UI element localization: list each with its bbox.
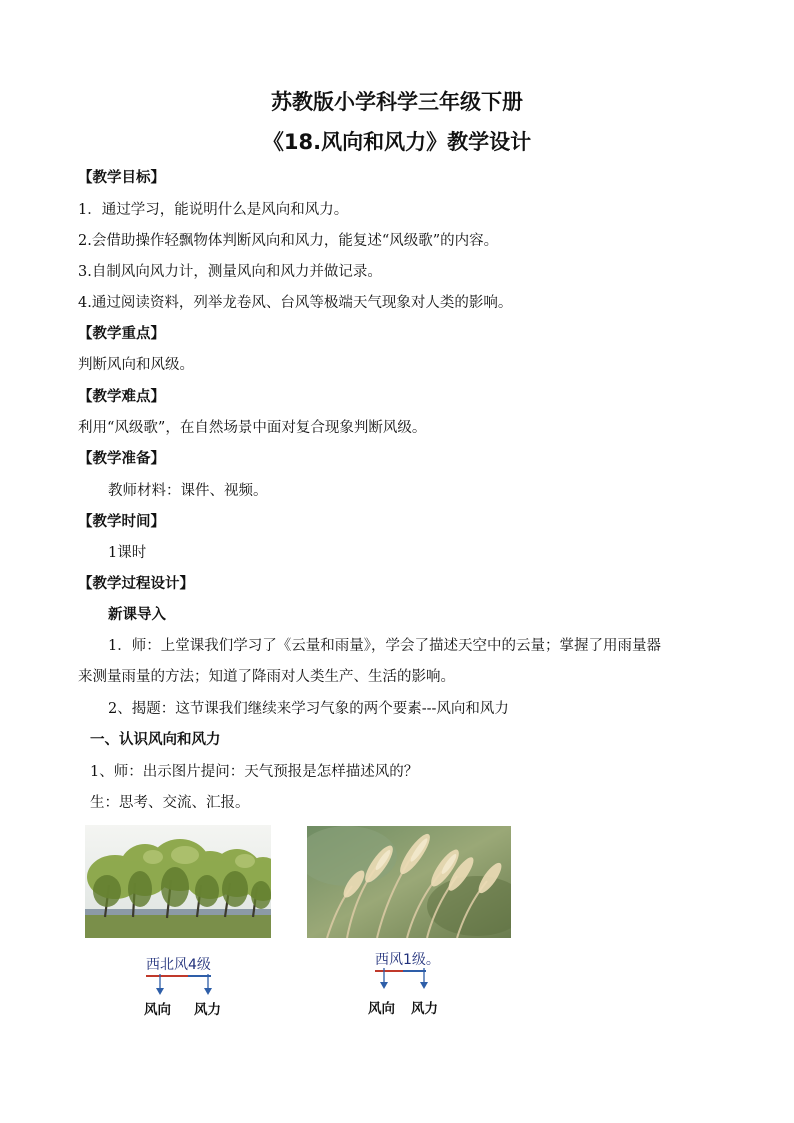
time-heading: 【教学时间】 <box>78 514 165 530</box>
goal-item: 3.自制风向风力计，测量风向和风力并做记录。 <box>78 264 382 280</box>
right-label-direction: 风向 <box>368 1001 395 1017</box>
difficulty-text: 利用“风级歌”，在自然场景中面对复合现象判断风级。 <box>78 420 427 436</box>
right-caption-direction: 西风 <box>375 949 403 972</box>
section1-heading: 一、认识风向和风力 <box>90 732 221 748</box>
section1-line: 生：思考、交流、汇报。 <box>90 795 250 811</box>
reeds-photo <box>307 826 511 938</box>
goal-item: 1．通过学习，能说明什么是风向和风力。 <box>78 202 349 218</box>
left-direction-arrow-icon <box>150 974 170 996</box>
right-label-force: 风力 <box>411 1001 438 1017</box>
right-force-arrow-icon <box>414 968 434 990</box>
process-heading: 【教学过程设计】 <box>78 576 194 592</box>
section1-line: 1、师：出示图片提问：天气预报是怎样描述风的？ <box>90 764 419 780</box>
doc-title-line1: 苏教版小学科学三年级下册 <box>271 90 523 114</box>
intro-heading: 新课导入 <box>108 607 166 623</box>
goals-heading: 【教学目标】 <box>78 170 165 186</box>
difficulty-heading: 【教学难点】 <box>78 389 165 405</box>
left-caption-force: 4级 <box>188 954 211 977</box>
left-force-arrow-icon <box>198 974 218 996</box>
left-caption-direction: 西北风 <box>146 954 188 977</box>
prep-heading: 【教学准备】 <box>78 451 165 467</box>
goal-item: 2.会借助操作轻飘物体判断风向和风力，能复述“风级歌”的内容。 <box>78 233 499 249</box>
right-caption-force: 1级 <box>403 949 426 972</box>
intro-paragraph-line: 来测量雨量的方法；知道了降雨对人类生产、生活的影响。 <box>78 669 455 685</box>
right-direction-arrow-icon <box>374 968 394 990</box>
left-label-force: 风力 <box>194 1002 221 1018</box>
key-heading: 【教学重点】 <box>78 326 165 342</box>
goal-item: 4.通过阅读资料，列举龙卷风、台风等极端天气现象对人类的影响。 <box>78 295 513 311</box>
intro-paragraph-line: 1．师：上堂课我们学习了《云量和雨量》，学会了描述天空中的云量；掌握了用雨量器 <box>108 638 661 654</box>
key-text: 判断风向和风级。 <box>78 357 194 373</box>
time-text: 1课时 <box>108 545 147 561</box>
willow-trees-photo <box>85 825 271 938</box>
right-caption-end: 。 <box>425 952 440 968</box>
left-label-direction: 风向 <box>144 1002 171 1018</box>
intro-reveal-text: 2、揭题：这节课我们继续来学习气象的两个要素---风向和风力 <box>108 701 509 717</box>
doc-title-line2: 《18.风向和风力》教学设计 <box>262 130 532 154</box>
prep-text: 教师材料：课件、视频。 <box>108 483 268 499</box>
